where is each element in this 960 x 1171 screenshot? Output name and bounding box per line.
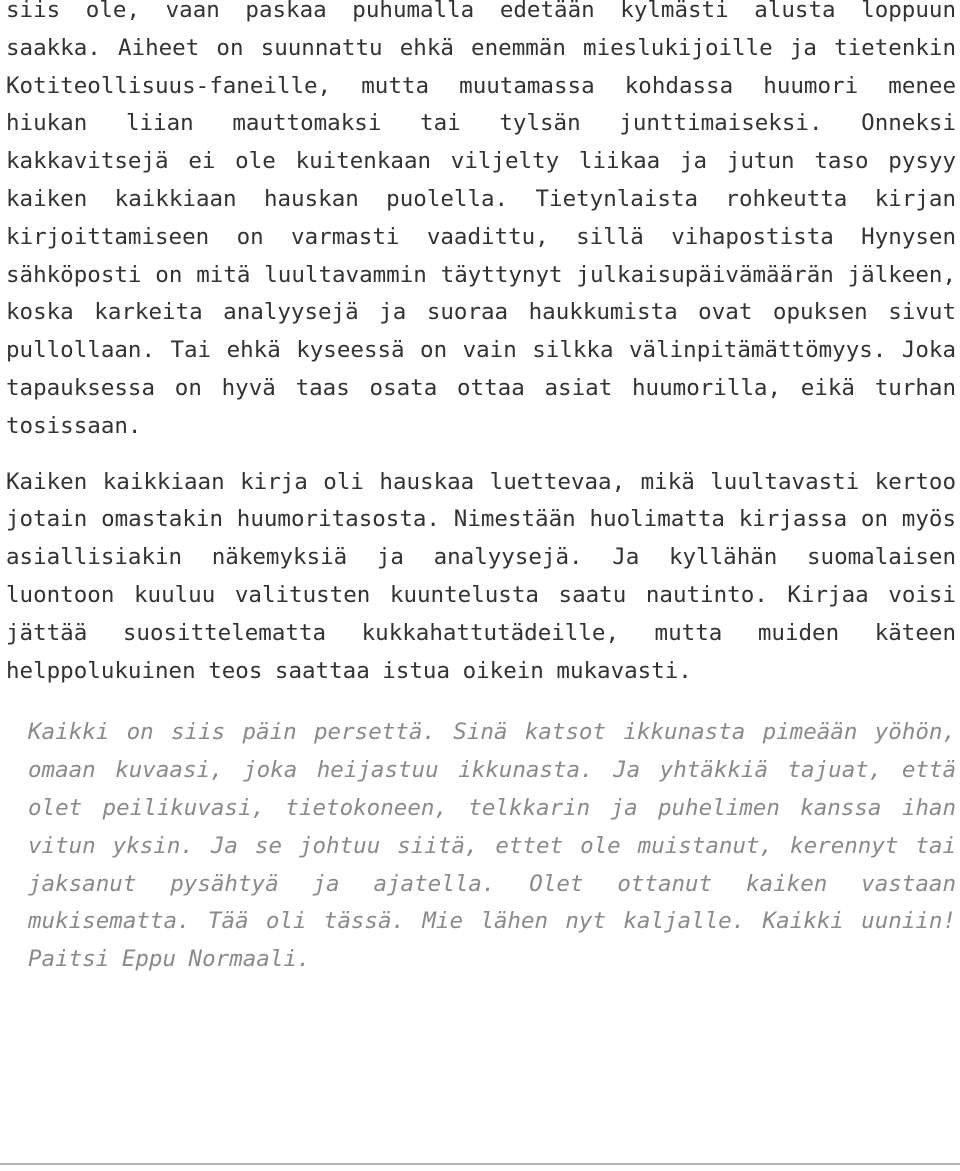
book-quote: Kaikki on siis päin persettä. Sinä katsot ikkunasta pimeään yöhön, omaan kuvaasi, joka heijastuu ikkunasta. Ja yhtäkkiä tajuat, että olet peilikuvasi, tietokoneen, telkkarin ja puhelimen kanssa ihan vitun yksin. Ja se johtuu siitä, ettet ole muistanut, kerennyt tai jaksanut pysähtyä ja ajatella. Olet ottanut kaiken vastaan mukisematta. Tää oli tässä. Mie lähen nyt kaljalle. Kaikki uuniin! Paitsi Eppu Normaali. <box>28 719 956 973</box>
review-paragraph: siis ole, vaan paskaa puhumalla edetään kylmästi alusta loppuun saakka. Aiheet on suunnattu ehkä enemmän mieslukijoille ja tietenkin Kotiteollisuus-faneille, mutta muutamassa kohdassa huumori menee hiukan liian mauttomaksi tai tylsän junttimaiseksi. Onneksi kakkavitsejä ei ole kuitenkaan viljelty liikaa ja jutun taso pysyy kaiken kaikkiaan hauskan puolella. Tietynlaista rohkeutta kirjan kirjoittamiseen on varmasti vaadittu, sillä vihapostista Hynysen sähköposti on mitä luultavammin täyttynyt julkaisupäivämäärän jälkeen, koska karkeita analyysejä ja suoraa haukkumista ovat opuksen sivut pullollaan. Tai ehkä kyseessä on vain silkka välinpitämättömyys. Joka tapauksessa on hyvä taas osata ottaa asiat huumorilla, eikä turhan tosissaan. <box>6 0 956 439</box>
article-body <box>6 0 956 979</box>
divider <box>0 1163 960 1165</box>
review-paragraph: Kaiken kaikkiaan kirja oli hauskaa luettevaa, mikä luultavasti kertoo jotain omastakin huumoritasosta. Nimestään huolimatta kirjassa on myös asiallisiakin näkemyksiä ja analyysejä. Ja kyllähän suomalaisen luontoon kuuluu valitusten kuuntelusta saatu nautinto. Kirjaa voisi jättää suosittelematta kukkahattutädeille, mutta muiden käteen helppolukuinen teos saattaa istua oikein mukavasti. <box>6 468 956 684</box>
